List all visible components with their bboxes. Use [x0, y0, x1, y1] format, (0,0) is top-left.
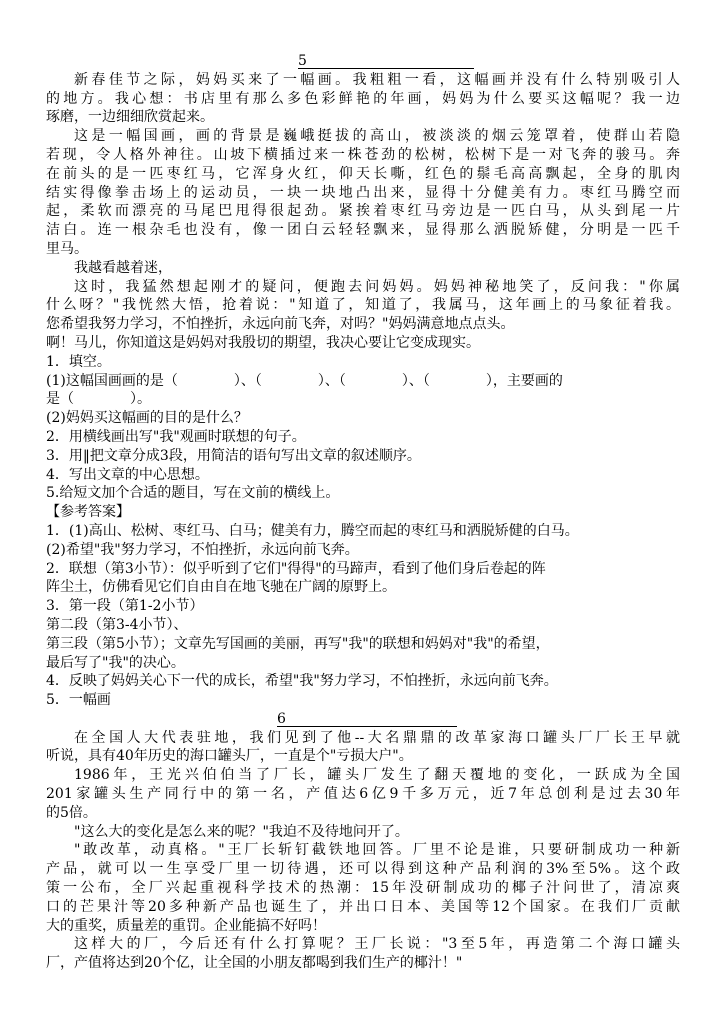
text-line: 2．用横线画出写"我"观画时联想的句子。 — [46, 428, 306, 445]
text-line: 厂，产值将达到20个亿，让全国的小朋友都喝到我们生产的椰汁！" — [46, 955, 463, 972]
text-line: 1．填空。 — [46, 353, 111, 370]
text-line: 大的重奖，质量差的重罚。企业能搞不好吗！ — [46, 917, 326, 934]
text-line: 4．写出文章的中心思想。 — [46, 466, 209, 483]
text-line: (2)希望"我"努力学习，不怕挫折，永远向前飞奔。 — [46, 541, 359, 558]
text-line: 在全国人大代表驻地，我们见到了他--大名鼎鼎的改革家海口罐头厂厂长王早就 — [74, 729, 680, 746]
text-line: 1986年，王光兴伯伯当了厂长，罐头厂发生了翻天覆地的变化，一跃成为全国 — [74, 767, 680, 784]
text-line: 您希望我努力学习，不怕挫折，永远向前飞奔，对吗？"妈妈满意地点点头。 — [46, 316, 515, 333]
text-line: 【参考答案】 — [46, 504, 130, 521]
text-line: 产品，就可以一生享受厂里一切待遇，还可以得到这种产品利润的3%至5%。这个政 — [46, 861, 680, 878]
text-line: 3．用‖把文章分成3段，用简洁的语句写出文章的叙述顺序。 — [46, 447, 421, 464]
text-line: 4．反映了妈妈关心下一代的成长，希望"我"努力学习，不怕挫折，永远向前飞奔。 — [46, 673, 558, 690]
text-line: 洁白。连一根杂毛也没有，像一团白云轻轻飘来，显得那么洒脱矫健，分明是一匹千 — [46, 222, 680, 239]
text-line: 这样大的厂，今后还有什么打算呢？王厂长说："3至5年，再造第二个海口罐头 — [74, 936, 680, 953]
document-page — [46, 52, 680, 973]
section-6-title — [46, 710, 680, 729]
text-line: 听说，具有40年历史的海口罐头厂，一直是个"亏损大户"。 — [46, 748, 413, 765]
text-line: 的5倍。 — [46, 804, 97, 821]
text-line: 最后写了"我"的决心。 — [46, 654, 185, 671]
section-6-body — [46, 729, 680, 973]
text-line: 5．一幅画 — [46, 692, 111, 709]
text-line: 2．联想（第3小节）：似乎听到了它们"得得"的马蹄声，看到了他们身后卷起的阵 — [46, 560, 546, 577]
text-line: 啊！马儿，你知道这是妈妈对我殷切的期望，我决心要让它变成现实。 — [46, 334, 480, 351]
text-line: 策一公布，全厂兴起重视科学技术的热潮：15年没研制成功的椰子汁问世了，清凉爽 — [46, 880, 680, 897]
text-line: 起，柔软而漂亮的马尾巴甩得很起劲。紧挨着枣红马旁边是一匹白马，从头到尾一片 — [46, 203, 680, 220]
text-line: 3．第一段（第1-2小节） — [46, 598, 204, 615]
text-line: 阵尘土，仿佛看见它们自由自在地飞驰在广阔的原野上。 — [46, 579, 396, 596]
text-line: 我越看越着迷， — [74, 259, 172, 276]
text-line: 口的芒果汁等20多种新产品也诞生了，并出口日本、美国等12个国家。在我们厂贡献 — [46, 898, 680, 915]
title-blank-line-5: 5 — [298, 54, 474, 69]
text-line: 是（ ）。 — [46, 391, 151, 408]
text-line: 琢磨，一边细细欣赏起来。 — [46, 109, 214, 126]
text-line: "敢改革，动真格。"王厂长斩钉截铁地回答。厂里不论是谁，只要研制成功一种新 — [74, 842, 680, 859]
section-5-title — [46, 52, 680, 71]
text-line: 在前头的是一匹枣红马，它浑身火红，仰天长嘶，红色的鬃毛高高飘起，全身的肌肉 — [46, 165, 680, 182]
text-line: 这是一幅国画，画的背景是巍峨挺拔的高山，被淡淡的烟云笼罩着，使群山若隐 — [74, 128, 680, 145]
text-line: 新春佳节之际，妈妈买来了一幅画。我粗粗一看，这幅画并没有什么特别吸引人 — [74, 71, 680, 88]
text-line: 里马。 — [46, 240, 88, 257]
text-line: 什么呀？"我恍然大悟，抢着说："知道了，知道了，我属马，这年画上的马象征着我。 — [46, 297, 680, 314]
text-line: (2)妈妈买这幅画的目的是什么？ — [46, 410, 248, 427]
text-line: 这时，我猛然想起刚才的疑问，便跑去问妈妈。妈妈神秘地笑了，反问我："你属 — [74, 278, 680, 295]
text-line: (1)这幅国画画的是（ ）、（ ）、（ ）、（ ），主要画的 — [46, 372, 563, 389]
title-blank-line-6: 6 — [277, 712, 457, 727]
section-5-body — [46, 71, 680, 710]
text-line: 第三段（第5小节）；文章先写国画的美丽，再写"我"的联想和妈妈对"我"的希望， — [46, 635, 550, 652]
text-line: 5.给短文加个合适的题目，写在文前的横线上。 — [46, 485, 340, 502]
text-line: 的地方。我心想：书店里有那么多色彩鲜艳的年画，妈妈为什么要买这幅呢？我一边 — [46, 90, 680, 107]
text-line: "这么大的变化是怎么来的呢？"我迫不及待地问开了。 — [74, 823, 409, 840]
text-line: 201家罐头生产同行中的第一名，产值达6亿9千多万元，近7年总创利是过去30年 — [46, 786, 680, 803]
text-line: 1．(1)高山、松树、枣红马、白马；健美有力，腾空而起的枣红马和洒脱矫健的白马。 — [46, 522, 579, 539]
text-line: 结实得像拳击场上的运动员，一块一块地凸出来，显得十分健美有力。枣红马腾空而 — [46, 184, 680, 201]
text-line: 若现，令人格外神往。山坡下横插过来一株苍劲的松树，松树下是一对飞奔的骏马。奔 — [46, 146, 680, 163]
text-line: 第二段（第3-4小节）、 — [46, 616, 188, 633]
